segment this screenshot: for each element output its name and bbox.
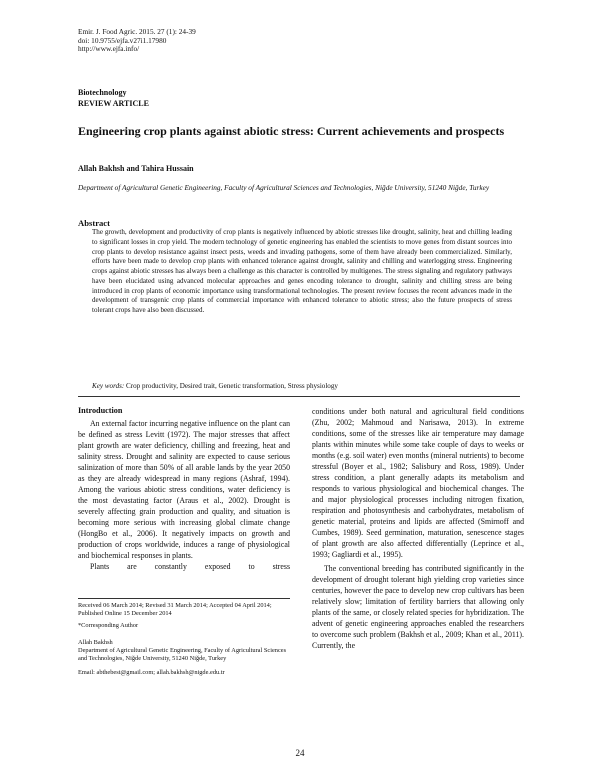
intro-paragraph-2: Plants are constantly exposed to stress (90, 562, 290, 571)
section-label: Biotechnology (78, 88, 127, 97)
abstract-heading: Abstract (78, 218, 110, 228)
affiliation: Department of Agricultural Genetic Engineering, Faculty of Agricultural Sciences and Technologies, Niğde University, 51240 Niğde, Turkey (78, 183, 490, 192)
author-name: Allah Bakhsh (78, 638, 113, 646)
journal-citation: Emir. J. Food Agric. 2015. 27 (1): 24-39 (78, 27, 196, 36)
author-address: Department of Agricultural Genetic Engineering, Faculty of Agricultural Sciences and Technologies, Niğde University, 51240 Niğde, Turkey (78, 646, 287, 663)
abstract-text: The growth, development and productivity of crop plants is negatively influenced by abiotic stresses like drought, salinity, heat and chilling leading to significant losses in crop yield. The modern technology of genetic engineering has enabled the scientists to move genes from distant sources into crop plants to develop resistance against insect pests, weeds and invading pathogens, some of them have already been commercialized. Similarly, efforts have been made to develop crop plants with enhanced tolerance against drought, salinity and chilling and waterlogging stress. Engineering crops against abiotic stresses has always been a challenge as this character is controlled by multigenes. The stress signaling and regulatory pathways have been elucidated using advanced molecular approaches and genes encoding tolerance to drought, salinity and chilling stress are being introduced in crop plants of economic importance using transformational technologies. The present review focuses the recent advances made in the development of transgenic crop plants of commercial importance with enhanced tolerance to abiotic stress; also the future prospects of stress tolerant crops have also been discussed. (92, 228, 512, 314)
footnote (78, 602, 290, 677)
right-paragraph-1: conditions under both natural and agricultural field conditions (Zhu, 2002; Mahmoud and Narisawa, 2013). In extreme conditions, some of the stresses like air temperature may damage plants within minutes while some take couple of days to weeks or months (e.g. soil water) even months (mineral nutrients) to become stressful (Boyer et al., 1982; Salisbury and Ross, 1989). Under stress condition, a plant generally adapts its metabolism and responds to various physiological and biochemical changes. The and major physiological processes including nitrogen fixation, respiration and photosynthesis and carbohydrates, metabolism of genetic material, proteins and lipids are affected (Smirnoff and Cumbes, 1989). Seed germination, maturation, senescence stages of plant growth are also affected differentially (Leprince et al., 1993; Gagliardi et al., 1995). (312, 407, 524, 559)
keywords-list: Crop productivity, Desired trait, Genetic transformation, Stress physiology (126, 382, 338, 390)
journal-url[interactable]: http://www.ejfa.info/ (78, 44, 140, 54)
section-divider (78, 396, 520, 397)
journal-header (78, 28, 196, 54)
left-column (78, 418, 290, 572)
paper-title: Engineering crop plants against abiotic stress: Current achievements and prospects (78, 124, 505, 138)
section-label-block (78, 87, 149, 109)
footnote-divider (78, 598, 290, 599)
doi: doi: 10.9755/ejfa.v27i1.17980 (78, 35, 167, 45)
author-email[interactable]: Email: abthebest@gmail.com; allah.bakhsh@nigde.edu.tr (78, 669, 225, 677)
introduction-heading: Introduction (78, 406, 123, 415)
keywords (92, 382, 512, 390)
right-column (312, 406, 524, 651)
intro-paragraph-1: An external factor incurring negative influence on the plant can be defined as stress Levitt (1972). The major stresses that affect plant growth are water deficiency, chilling and freezing, heat and salinity stress. Drought and salinity are expected to cause serious salinization of more than 50% of all arable lands by the year 2050 as they are already widespread in many regions (Ashraf, 1994). Among the various abiotic stress conditions, water deficiency is the most devastating factor (Araus et al., 2002). Drought is severely affecting grain production and quality, and situation is becoming more serious with increasing global climate change (HongBo et al., 2006). It negatively impacts on growth and production of crops worldwide, induces a range of physiological and biochemical responses in plants. (78, 419, 290, 560)
corresponding-label: *Corresponding Author (78, 622, 139, 630)
authors: Allah Bakhsh and Tahira Hussain (78, 164, 194, 173)
page-number: 24 (295, 748, 305, 758)
keywords-label: Key words: (92, 382, 125, 390)
article-type: REVIEW ARTICLE (78, 99, 149, 108)
right-paragraph-2: The conventional breeding has contributed significantly in the development of drought tolerant high yielding crop varieties since centuries, however the pace to develop new crop cultivars has been relatively slow; limitation of fertility barriers that allowing only plants of the same, or closely related species for hybridization. The advent of genetic engineering approaches enabled the researchers to overcome such problem (Bakhsh et al., 2009; Khan et al., 2011). Currently, the (312, 564, 524, 650)
received-dates: Received 06 March 2014; Revised 31 March 2014; Accepted 04 April 2014; Published Online 15 December 2014 (78, 602, 272, 618)
